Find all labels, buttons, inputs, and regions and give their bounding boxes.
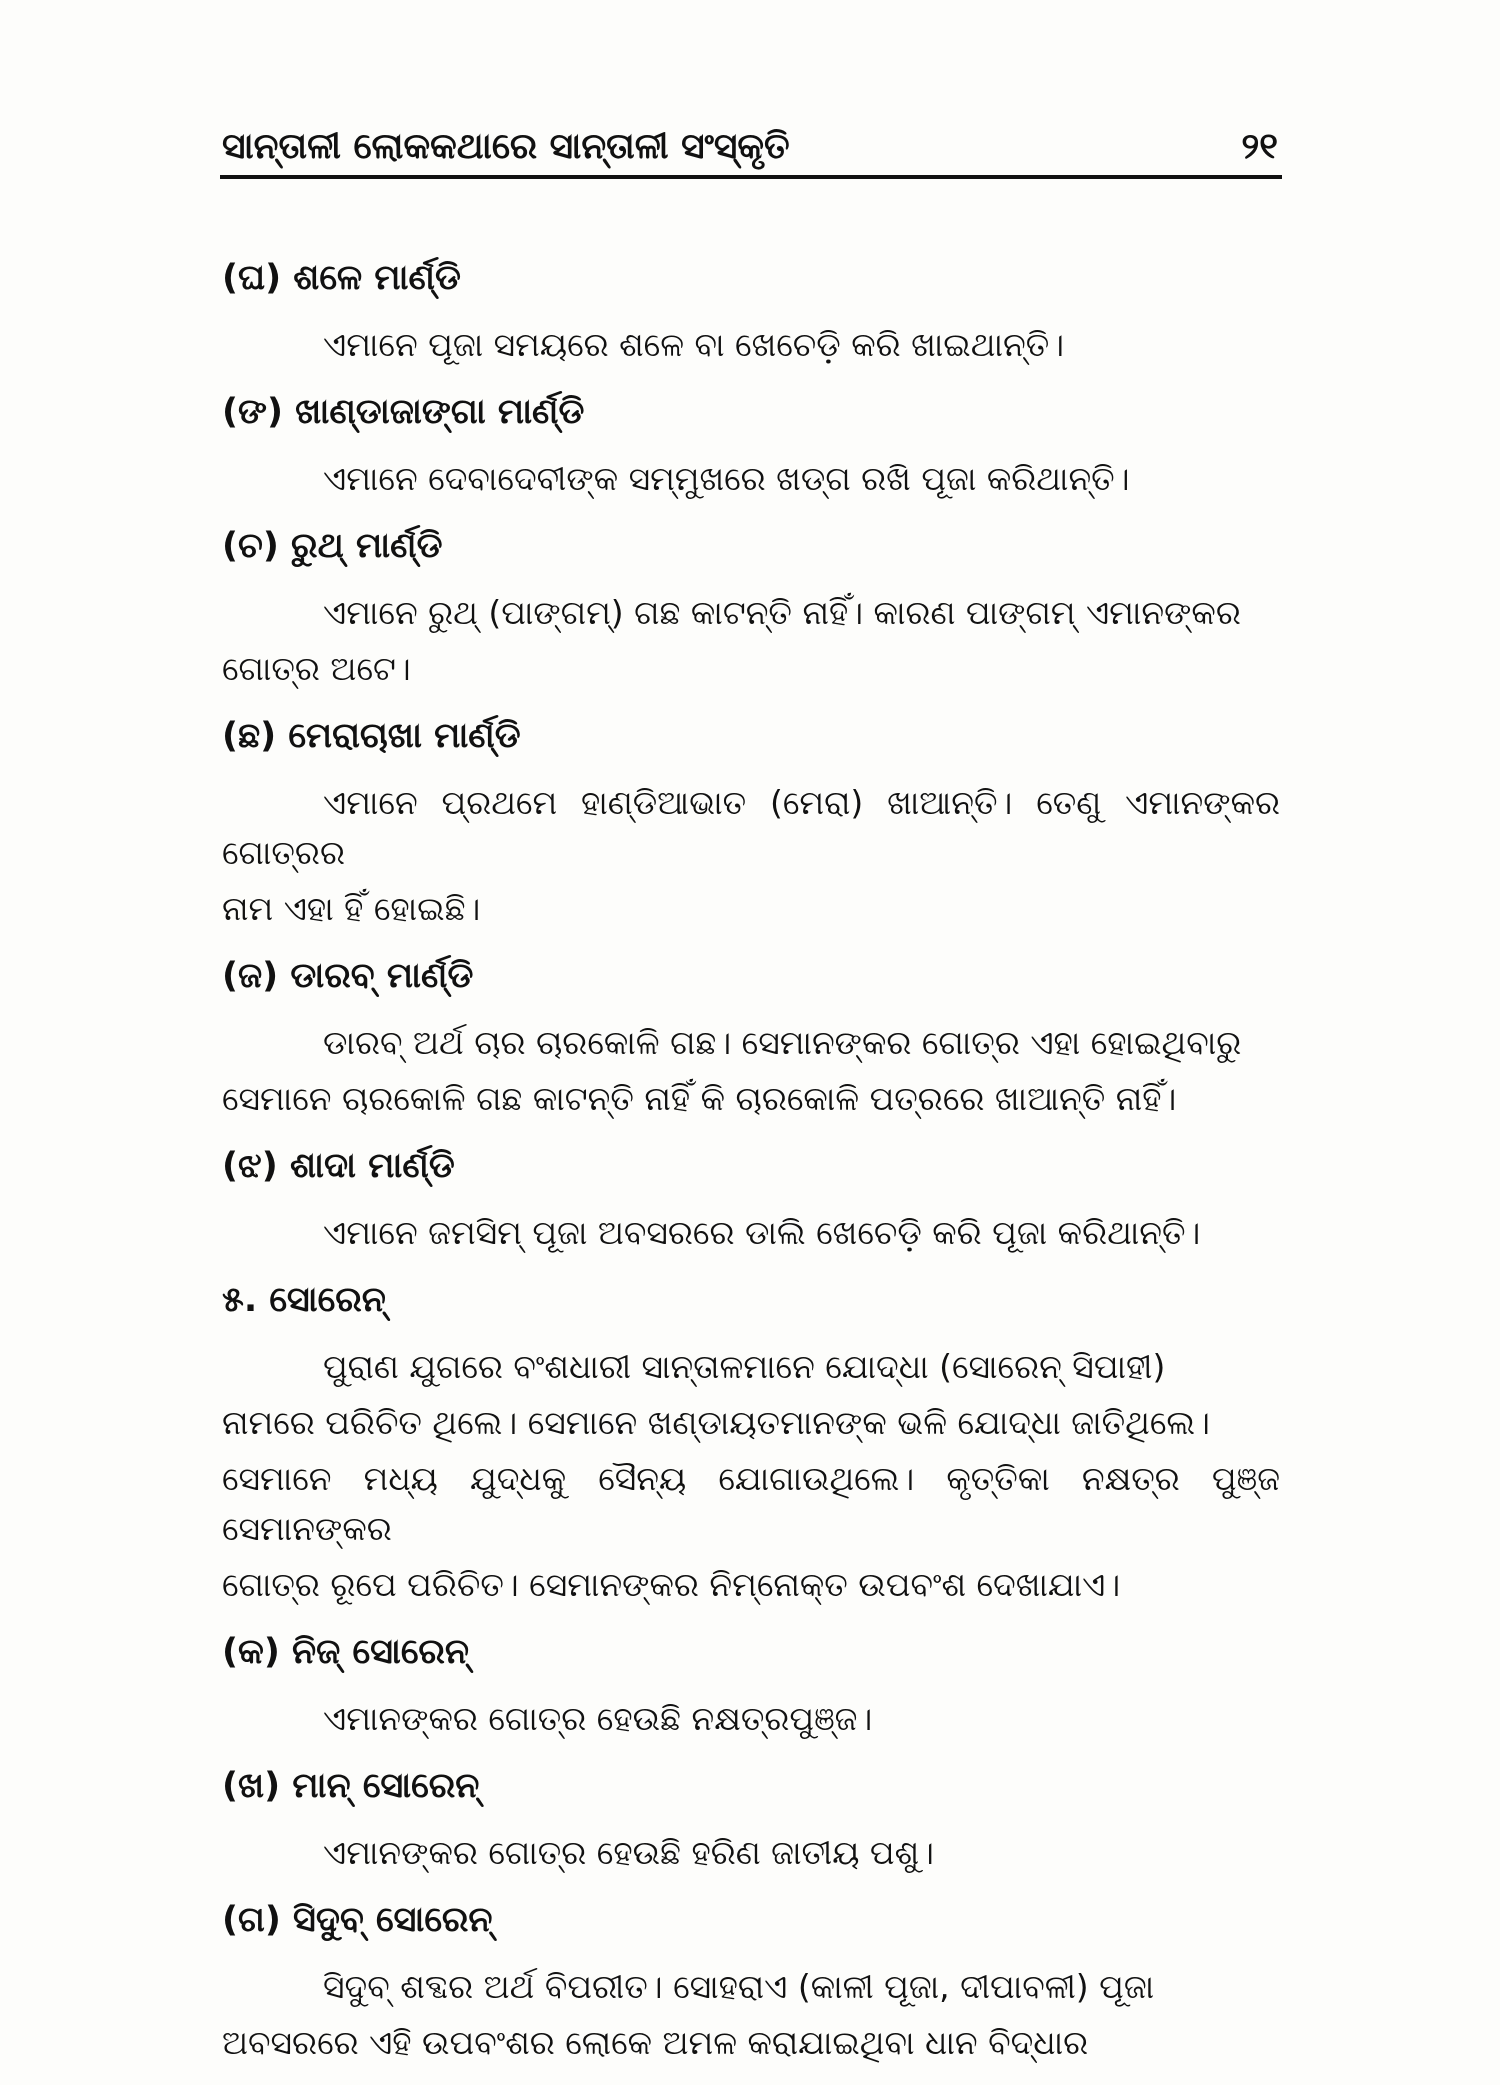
paragraph-line: ଏମାନେ ପୂଜା ସମୟରେ ଶଳେ ବା ଖେଚେଡ଼ି କରି ଖାଇଥାନ୍ତି। <box>323 325 1065 364</box>
section-heading: (କ) ନିଜ୍ ସୋରେନ୍ <box>222 1632 470 1672</box>
paragraph-line: ଏମାନଙ୍କର ଗୋତ୍ର ହେଉଛି ହରିଣ ଜାତୀୟ ପଶୁ। <box>323 1833 935 1872</box>
paragraph-line: ଏମାନେ ଜମସିମ୍ ପୂଜା ଅବସରରେ ଡାଲି ଖେଚେଡ଼ି କରି ପୂଜା କରିଥାନ୍ତି। <box>323 1213 1201 1252</box>
paragraph-line: ଗୋତ୍ର ରୂପେ ପରିଚିତ। ସେମାନଙ୍କର ନିମ୍ନୋକ୍ତ ଉପବଂଶ ଦେଖାଯାଏ। <box>222 1565 1121 1604</box>
section-heading: (ଙ) ଖାଣ୍ଡାଜାଙ୍ଗା ମାର୍ଣ୍ଡି <box>222 392 585 432</box>
section-heading: (ଜ) ଡାରବ୍ ମାର୍ଣ୍ଡି <box>222 956 474 996</box>
paragraph-line: ସେମାନେ ଚାରକୋଳି ଗଛ କାଟନ୍ତି ନାହିଁ କି ଚାରକୋଳି ପତ୍ରରେ ଖାଆନ୍ତି ନାହିଁ। <box>222 1079 1177 1118</box>
section-heading: (ଛ) ମେରାଚାଖା ମାର୍ଣ୍ଡି <box>222 716 521 756</box>
paragraph-line: ନାମରେ ପରିଚିତ ଥିଲେ। ସେମାନେ ଖଣ୍ଡାୟତମାନଙ୍କ ଭଳି ଯୋଦ୍ଧା ଜାତିଥିଲେ। <box>222 1403 1210 1442</box>
paragraph-line: ଗୋତ୍ର ଅଟେ। <box>222 649 411 688</box>
section-heading: ୫. ସୋରେନ୍ <box>222 1280 386 1320</box>
paragraph-line: ଏମାନେ ଦେବାଦେବୀଙ୍କ ସମ୍ମୁଖରେ ଖଡ୍‌ଗ ରଖି ପୂଜା କରିଥାନ୍ତି। <box>323 459 1130 498</box>
paragraph-line: ସିଦୁବ୍ ଶବ୍ଦର ଅର୍ଥ ବିପରୀତ। ସୋହରାଏ (କାଳୀ ପୂଜା, ଦୀପାବଳୀ) ପୂଜା <box>323 1967 1155 2006</box>
paragraph-line: ପୁରାଣ ଯୁଗରେ ବଂଶଧାରୀ ସାନ୍ତାଳମାନେ ଯୋଦ୍ଧା (ସୋରେନ୍ ସିପାହୀ) <box>323 1347 1166 1386</box>
paragraph-line: ଅବସରରେ ଏହି ଉପବଂଶର ଲୋକେ ଅମଳ କରାଯାଇଥିବା ଧାନ ବିଦ୍ଧାର <box>222 2023 1089 2062</box>
paragraph-line: ଏମାନେ ପ୍ରଥମେ ହାଣ୍ଡିଆଭାତ (ମେରା) ଖାଆନ୍ତି। ତେଣୁ ଏମାନଙ୍କର ଗୋତ୍ରର <box>222 783 1280 872</box>
section-heading: (ଚ) ରୁଥ୍ ମାର୍ଣ୍ଡି <box>222 526 443 566</box>
section-heading: (ଘ) ଶଳେ ମାର୍ଣ୍ଡି <box>222 258 461 298</box>
section-heading: (ଗ) ସିଦୁବ୍ ସୋରେନ୍ <box>222 1900 493 1940</box>
section-heading: (ଖ) ମାନ୍ ସୋରେନ୍ <box>222 1766 480 1806</box>
paragraph-line: ସେମାନେ ମଧ୍ୟ ଯୁଦ୍ଧକୁ ସୈନ୍ୟ ଯୋଗାଉଥିଲେ। କୃତ୍ତିକା ନକ୍ଷତ୍ର ପୁଞ୍ଜ ସେମାନଙ୍କର <box>222 1459 1280 1548</box>
page-body <box>222 253 1280 2085</box>
section-heading: (ଝ) ଶାଦା ମାର୍ଣ୍ଡି <box>222 1146 455 1186</box>
paragraph-line: ଡାରବ୍ ଅର୍ଥ ଚାର ଚାରକୋଳି ଗଛ। ସେମାନଙ୍କର ଗୋତ୍ର ଏହା ହୋଇଥିବାରୁ <box>323 1023 1242 1062</box>
header-rule <box>220 175 1282 179</box>
paragraph-line: ଏମାନଙ୍କର ଗୋତ୍ର ହେଉଛି ନକ୍ଷତ୍ରପୁଞ୍ଜ। <box>323 1699 873 1738</box>
paragraph-line: ଏମାନେ ରୁଥ୍ (ପାଙ୍ଗମ୍) ଗଛ କାଟନ୍ତି ନାହିଁ। କାରଣ ପାଙ୍ଗମ୍ ଏମାନଙ୍କର <box>323 593 1241 632</box>
running-header-title: ସାନ୍ତାଳୀ ଲୋକକଥାରେ ସାନ୍ତାଳୀ ସଂସ୍କୃତି <box>222 126 790 167</box>
page-number: ୨୧ <box>1241 126 1278 167</box>
paragraph-line: ନାମ ଏହା ହିଁ ହୋଇଛି। <box>222 889 481 928</box>
